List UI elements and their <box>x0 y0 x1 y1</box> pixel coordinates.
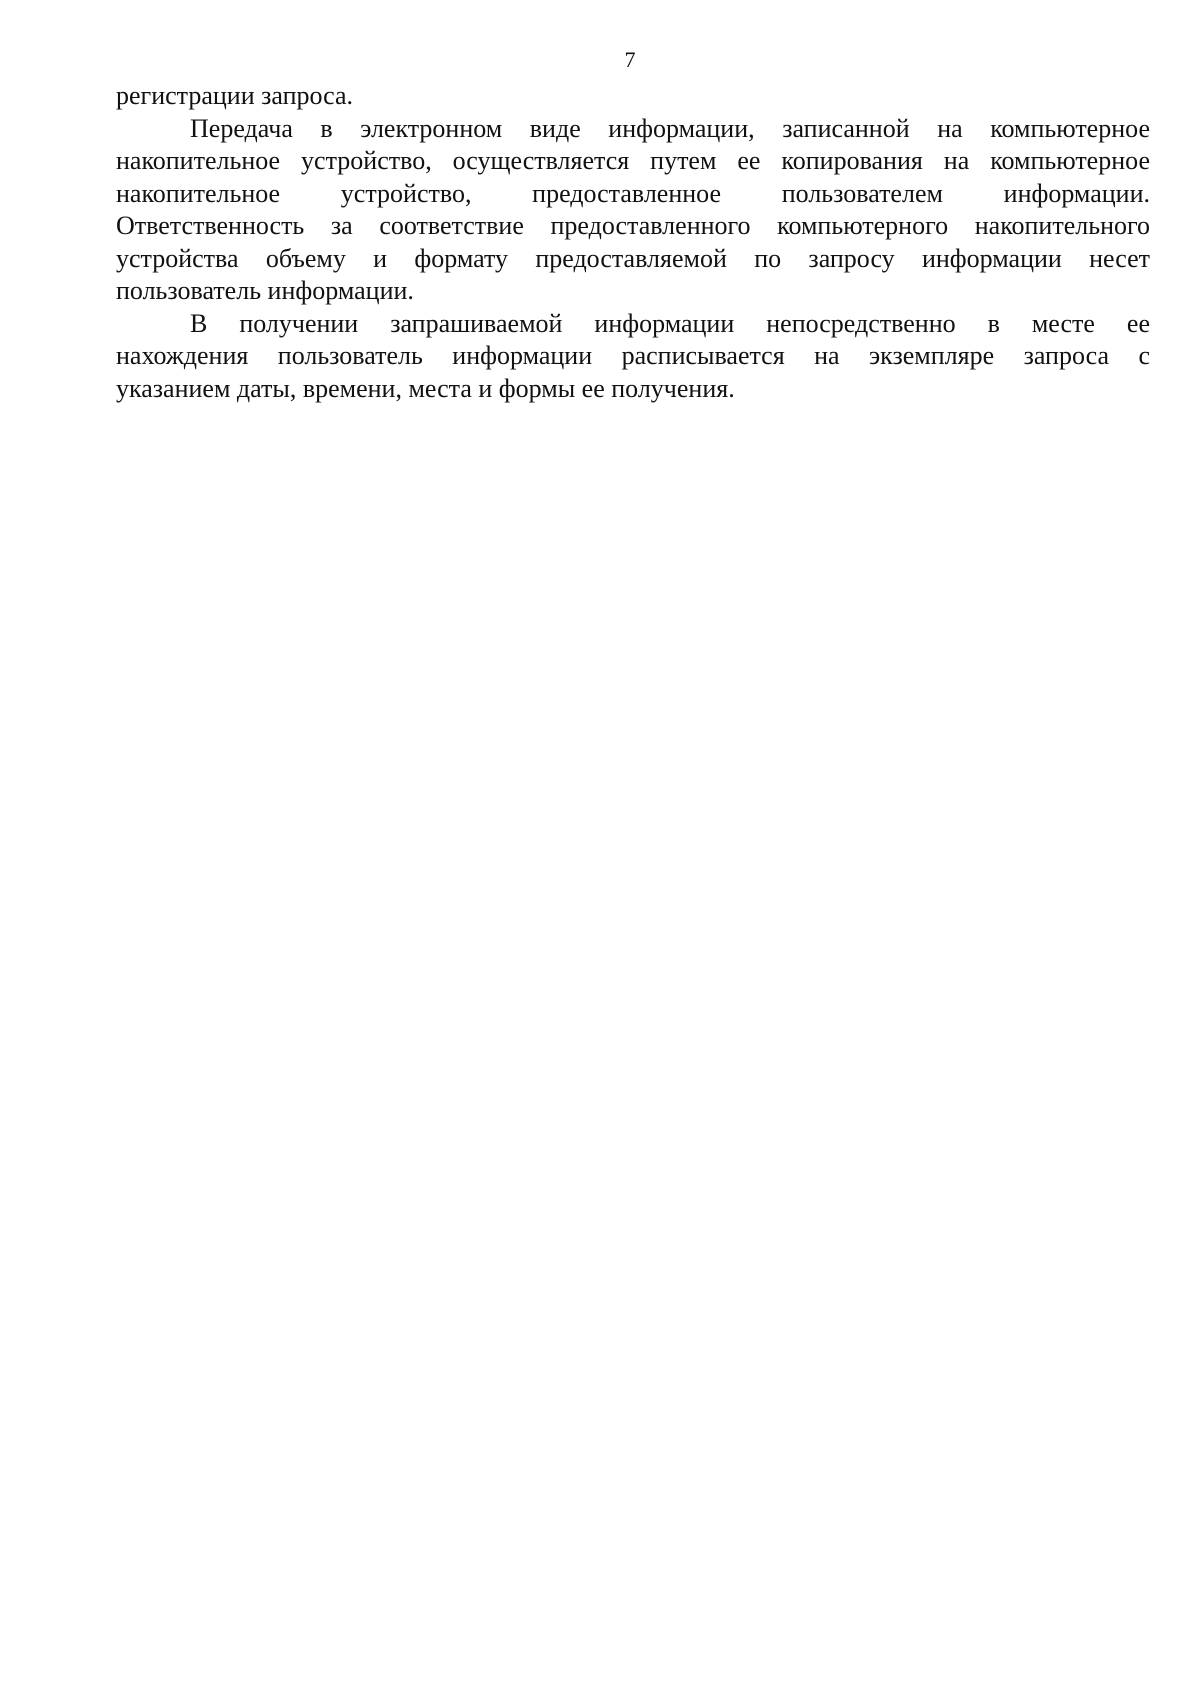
paragraph-line: пользователь информации. <box>116 276 414 305</box>
paragraph-line: накопительное устройство, осуществляется путем ее копирования на компьютерное <box>116 146 1150 175</box>
paragraph-line: нахождения пользователь информации расписывается на экземпляре запроса с <box>116 341 1150 370</box>
paragraph-2 <box>116 113 1150 308</box>
paragraph-line: регистрации запроса. <box>116 81 354 110</box>
document-body <box>116 80 1150 405</box>
paragraph-line: накопительное устройство, предоставленное пользователем информации. <box>116 178 1150 208</box>
page-number: 7 <box>624 47 636 72</box>
paragraph-line: устройства объему и формату предоставляемой по запросу информации несет <box>116 243 1150 273</box>
paragraph-3 <box>116 308 1150 406</box>
paragraph-line: Ответственность за соответствие предоставленного компьютерного накопительного <box>116 211 1150 240</box>
paragraph-1 <box>116 80 1150 113</box>
paragraph-line: Передача в электронном виде информации, записанной на компьютерное <box>190 113 1150 143</box>
paragraph-line: указанием даты, времени, места и формы ее получения. <box>116 373 735 403</box>
paragraph-line: В получении запрашиваемой информации непосредственно в месте ее <box>190 308 1150 338</box>
